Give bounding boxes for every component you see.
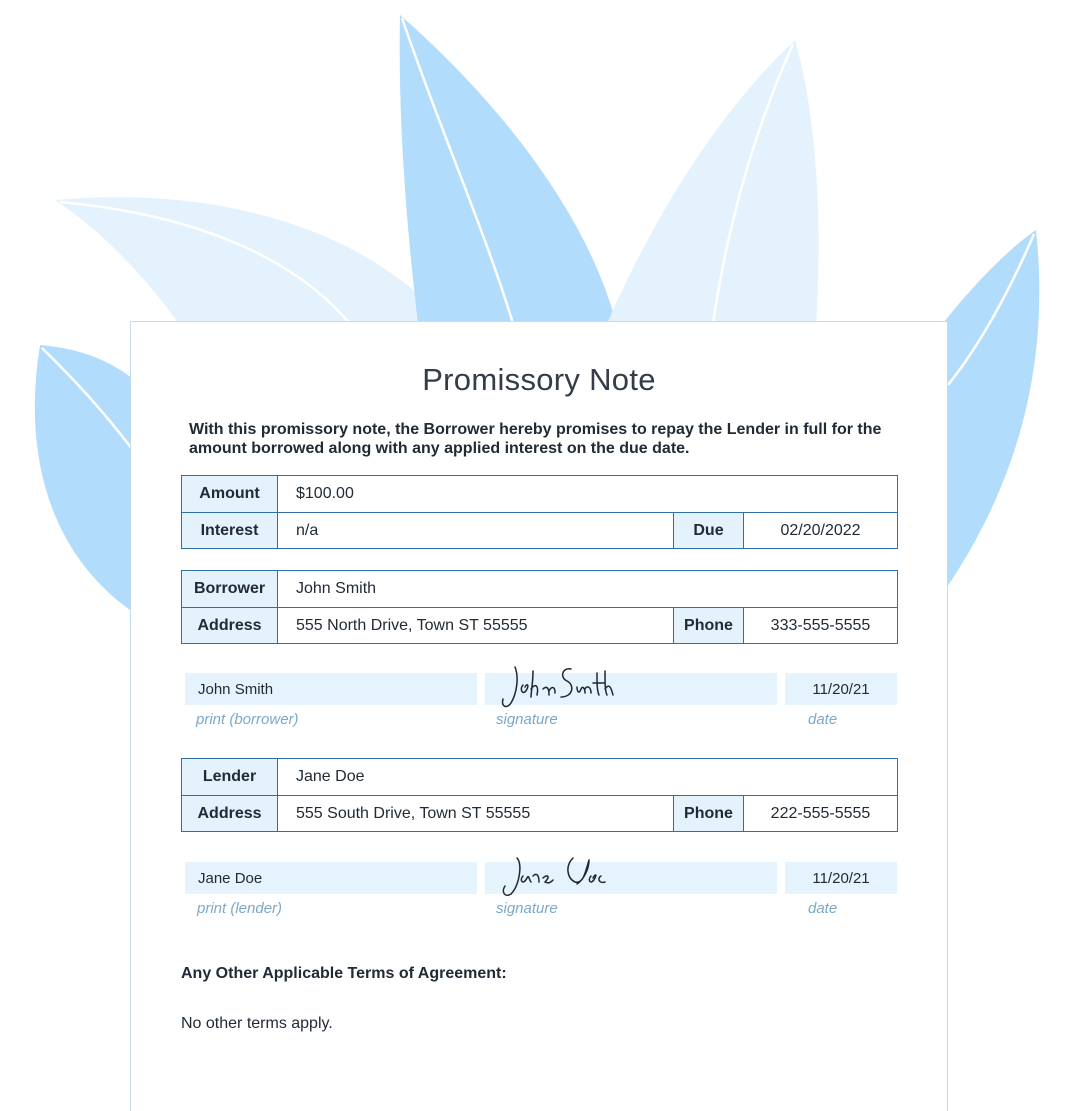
borrower-date-field[interactable]: 11/20/21 bbox=[785, 673, 897, 705]
borrower-signature-field[interactable] bbox=[485, 673, 777, 705]
lender-address-label: Address bbox=[182, 796, 277, 831]
amount-field[interactable]: $100.00 bbox=[277, 476, 897, 512]
borrower-address-row bbox=[182, 607, 897, 643]
due-date-field[interactable]: 02/20/2022 bbox=[743, 513, 897, 548]
document-title: Promissory Note bbox=[422, 362, 656, 397]
lender-address-field[interactable]: 555 South Drive, Town ST 55555 bbox=[277, 796, 673, 831]
lender-print-caption: print (lender) bbox=[197, 900, 283, 917]
interest-field[interactable]: n/a bbox=[277, 513, 673, 548]
borrower-label: Borrower bbox=[182, 571, 277, 607]
promissory-note-document bbox=[130, 321, 948, 1111]
lender-signature-caption: signature bbox=[496, 900, 558, 917]
lender-signature-graphic bbox=[493, 852, 623, 902]
lender-date-field[interactable]: 11/20/21 bbox=[785, 862, 897, 894]
borrower-date-caption: date bbox=[808, 711, 838, 728]
lender-phone-label: Phone bbox=[673, 796, 743, 831]
borrower-name-row bbox=[182, 571, 897, 607]
borrower-address-field[interactable]: 555 North Drive, Town ST 55555 bbox=[277, 608, 673, 643]
borrower-signature-row bbox=[185, 673, 897, 739]
leaf-dark-center bbox=[400, 15, 620, 340]
borrower-signature-graphic bbox=[493, 663, 623, 713]
due-label: Due bbox=[673, 513, 743, 548]
interest-label: Interest bbox=[182, 513, 277, 548]
lender-signature-row bbox=[185, 862, 897, 928]
lender-address-row bbox=[182, 795, 897, 831]
lender-label: Lender bbox=[182, 759, 277, 795]
borrower-address-label: Address bbox=[182, 608, 277, 643]
leaf-light-right bbox=[600, 40, 818, 340]
intro-paragraph: With this promissory note, the Borrower hereby promises to repay the Lender in full for the amount borrowed along with any applied interest on the due date. bbox=[189, 421, 882, 457]
lender-phone-field[interactable]: 222-555-5555 bbox=[743, 796, 897, 831]
borrower-signature-caption: signature bbox=[496, 711, 558, 728]
borrower-print-caption: print (borrower) bbox=[196, 711, 299, 728]
borrower-phone-label: Phone bbox=[673, 608, 743, 643]
amount-label: Amount bbox=[182, 476, 277, 512]
borrower-phone-field[interactable]: 333-555-5555 bbox=[743, 608, 897, 643]
lender-signature-field[interactable] bbox=[485, 862, 777, 894]
borrower-table bbox=[181, 570, 898, 644]
lender-table bbox=[181, 758, 898, 832]
lender-print-name-field[interactable]: Jane Doe bbox=[185, 862, 477, 894]
loan-terms-table bbox=[181, 475, 898, 549]
terms-text: No other terms apply. bbox=[181, 1015, 333, 1032]
interest-row bbox=[182, 512, 897, 548]
amount-row bbox=[182, 476, 897, 512]
terms-heading: Any Other Applicable Terms of Agreement: bbox=[181, 965, 507, 982]
borrower-print-name-field[interactable]: John Smith bbox=[185, 673, 477, 705]
lender-date-caption: date bbox=[808, 900, 838, 917]
lender-name-field[interactable]: Jane Doe bbox=[277, 759, 897, 795]
lender-name-row bbox=[182, 759, 897, 795]
borrower-name-field[interactable]: John Smith bbox=[277, 571, 897, 607]
